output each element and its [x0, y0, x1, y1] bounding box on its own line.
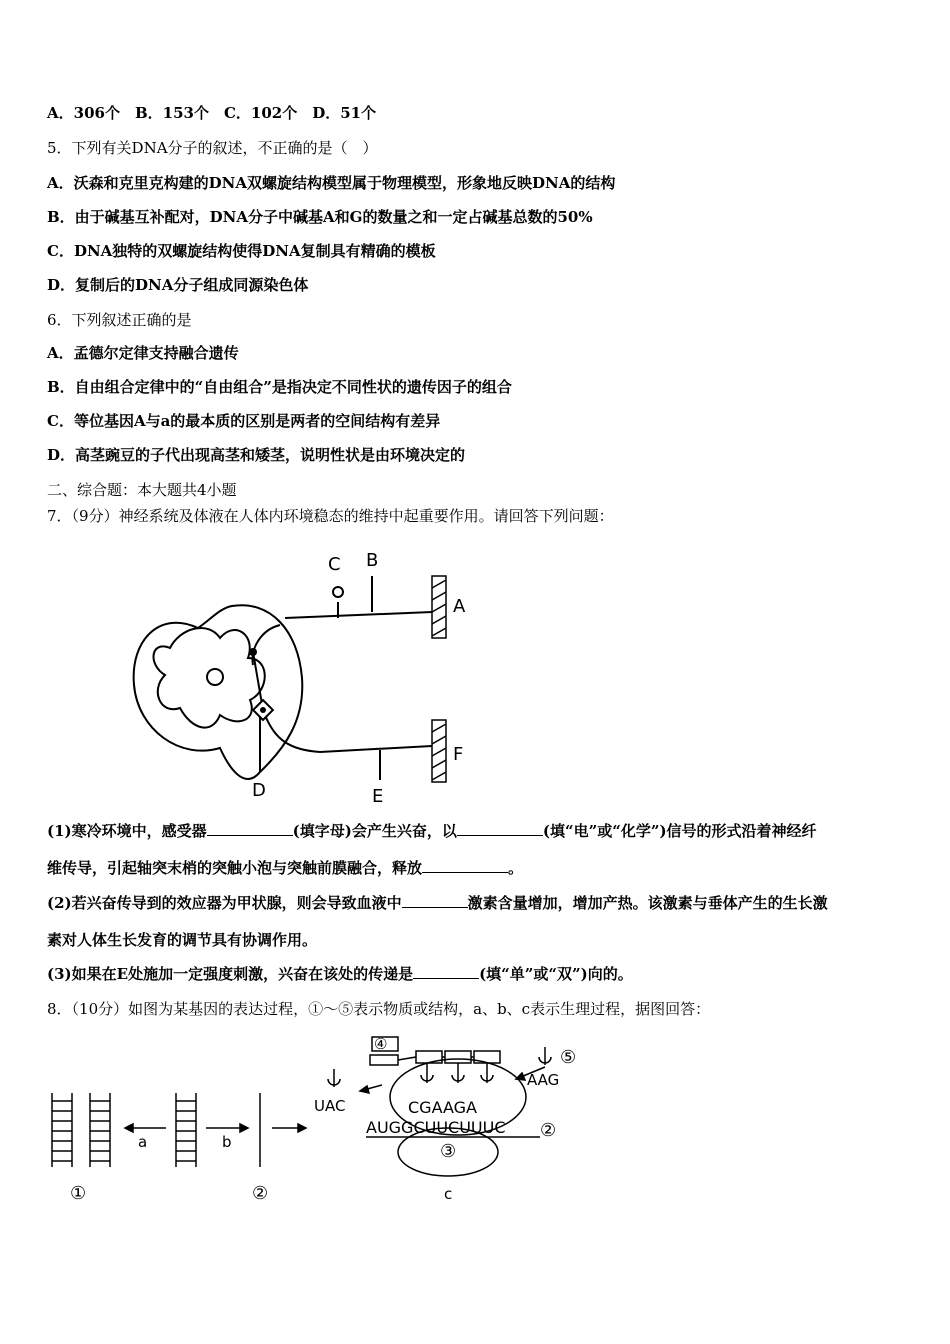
q4-options: A．306个 B．153个 C．102个 D．51个: [47, 104, 377, 122]
label-b: B: [366, 550, 379, 571]
trna-3: [481, 1063, 493, 1083]
trna-2: [452, 1063, 464, 1083]
label-e: E: [372, 786, 384, 807]
label-mrna: AUGGCUUCUUUC: [366, 1118, 506, 1137]
q7-part1-line2: 维传导，引起轴突末梢的突触小泡与突触前膜融合，释放 。: [47, 859, 524, 877]
trna-1: [421, 1063, 433, 1083]
trna-free-right: [539, 1047, 551, 1065]
q6-option-b: B．自由组合定律中的“自由组合”是指决定不同性状的遗传因子的组合: [47, 378, 512, 396]
label-aag: AAG: [527, 1071, 560, 1089]
answer-blank[interactable]: [413, 964, 479, 979]
answer-blank[interactable]: [422, 858, 508, 873]
central-canal: [207, 669, 223, 685]
answer-blank[interactable]: [207, 821, 293, 836]
label-c: C: [328, 554, 341, 575]
q5-option-d: D．复制后的DNA分子组成同源染色体: [47, 276, 309, 294]
receptor-a: [432, 576, 446, 638]
q5-option-a: A．沃森和克里克构建的DNA双螺旋结构模型属于物理模型，形象地反映DNA的结构: [47, 174, 616, 192]
q7-part3: (3)如果在E处施加一定强度刺激，兴奋在该处的传递是 (填“单”或“双”)向的。: [47, 965, 633, 983]
label-c: c: [444, 1185, 453, 1203]
answer-blank[interactable]: [457, 821, 543, 836]
efferent-fiber: [265, 715, 320, 752]
q5-stem: 5．下列有关DNA分子的叙述，不正确的是（ ）: [47, 139, 378, 157]
dna-double-helix-2: [176, 1093, 196, 1167]
label-anticodons: CGAAGA: [408, 1098, 477, 1117]
label-circled-2-right: ②: [540, 1120, 557, 1141]
dna-double-helix-1: [52, 1093, 110, 1167]
q5-option-b: B．由于碱基互补配对，DNA分子中碱基A和G的数量之和一定占碱基总数的50%: [47, 208, 593, 226]
q6-stem: 6．下列叙述正确的是: [47, 311, 192, 329]
label-circled-1: ①: [70, 1183, 87, 1204]
label-a: a: [138, 1133, 148, 1151]
label-uac: UAC: [314, 1097, 346, 1115]
q7-part2-line2: 素对人体生长发育的调节具有协调作用。: [47, 931, 318, 949]
gene-expression-diagram: [40, 1025, 600, 1210]
gray-matter: [154, 628, 265, 728]
trna-free-left: [328, 1069, 340, 1087]
q5-option-c: C．DNA独特的双螺旋结构使得DNA复制具有精确的模板: [47, 242, 436, 260]
label-circled-2: ②: [252, 1183, 269, 1204]
q6-option-a: A．孟德尔定律支持融合遗传: [47, 344, 239, 362]
label-d: D: [252, 780, 266, 801]
answer-blank[interactable]: [402, 893, 468, 908]
q7-part1-line1: (1)寒冷环境中，感受器 (填字母)会产生兴奋，以 (填“电”或“化学”)信号的形式沿着神经纤: [47, 822, 817, 840]
q7-stem: 7．（9分）神经系统及体液在人体内环境稳态的维持中起重要作用。请回答下列问题：: [47, 507, 614, 525]
label-circled-5: ⑤: [560, 1047, 577, 1068]
section-heading: 二、综合题：本大题共4小题: [47, 481, 237, 499]
q6-option-d: D．高茎豌豆的子代出现高茎和矮茎，说明性状是由环境决定的: [47, 446, 466, 464]
q8-stem: 8．（10分）如图为某基因的表达过程，①～⑤表示物质或结构，a、b、c表示生理过程，据图回答：: [47, 1000, 711, 1018]
label-f: F: [453, 744, 464, 765]
label-b: b: [222, 1133, 232, 1151]
label-a: A: [453, 596, 466, 617]
q7-part2-line1: (2)若兴奋传导到的效应器为甲状腺，则会导致血液中 激素含量增加，增加产热。该激素与垂体产生的生长激: [47, 894, 828, 912]
reflex-arc-diagram: [120, 540, 480, 810]
effector-f: [432, 720, 446, 782]
spinal-cord-outline: [134, 605, 303, 779]
label-circled-4: ④: [374, 1035, 388, 1053]
label-circled-3: ③: [440, 1141, 457, 1162]
q6-option-c: C．等位基因A与a的最本质的区别是两者的空间结构有差异: [47, 412, 441, 430]
ganglion-c: [333, 587, 343, 597]
